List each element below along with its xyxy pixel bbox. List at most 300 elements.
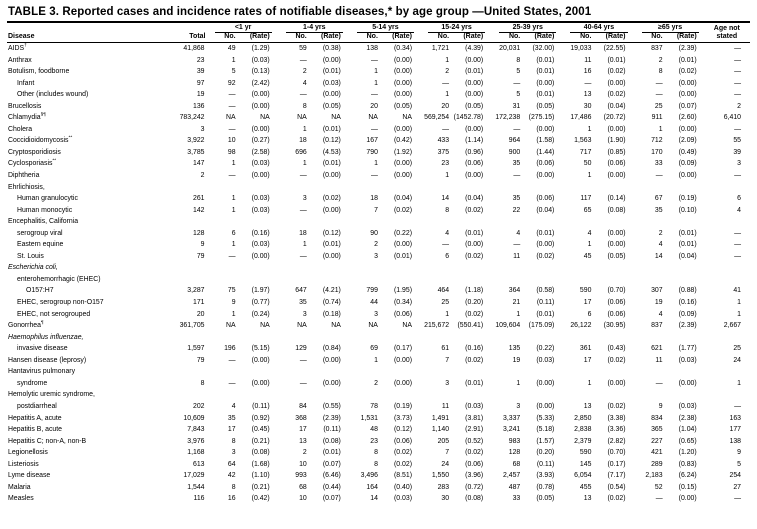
number-column-header: No.: [633, 33, 663, 43]
rate-cell: (0.03): [678, 402, 697, 410]
total-cell: 2: [200, 172, 205, 180]
age-group-header: [206, 24, 277, 33]
count-cell: 1: [231, 310, 236, 318]
rate-cell: (0.05): [393, 102, 412, 110]
rate-cell: (0.02): [393, 206, 412, 214]
rate-cell: (0.02): [465, 252, 484, 260]
age-not-stated-cell: —: [734, 56, 741, 64]
age-not-stated-cell: —: [734, 91, 741, 99]
rate-cell: (0.16): [251, 229, 270, 237]
rate-cell: (0.00): [393, 379, 412, 387]
rate-cell: NA: [331, 114, 341, 122]
rate-cell: (4.53): [322, 148, 341, 156]
count-cell: 5: [516, 91, 521, 99]
table-row: [7, 239, 750, 251]
disease-cell: postdiarrheal: [17, 402, 57, 410]
count-cell: 78: [370, 402, 378, 410]
age-not-stated-cell: [704, 182, 750, 194]
rate-cell: (0.74): [322, 299, 341, 307]
count-cell: 16: [583, 68, 592, 76]
rate-cell: (2.39): [678, 322, 697, 330]
count-cell: 25: [654, 102, 663, 110]
rate-cell: (0.11): [536, 460, 555, 468]
rate-cell: [307, 262, 348, 274]
table-header: [7, 24, 750, 43]
total-cell: 202: [193, 402, 205, 410]
count-cell: 68: [299, 483, 307, 491]
rate-cell: (0.08): [251, 449, 270, 457]
disease-cell: Cryptosporidiosis: [8, 148, 61, 156]
count-cell: 10: [299, 460, 307, 468]
count-cell: 69: [370, 345, 378, 353]
count-cell: 2,379: [574, 437, 592, 445]
rate-cell: (0.01): [536, 68, 555, 76]
count-cell: 23: [441, 160, 450, 168]
count-cell: —: [299, 206, 307, 214]
count-cell: 17: [583, 356, 592, 364]
count-cell: 18: [299, 137, 307, 145]
rate-cell: (0.01): [607, 56, 626, 64]
disease-cell: Anthrax: [8, 56, 32, 64]
rate-cell: (0.00): [322, 356, 341, 364]
age-group-label: <1 yr: [215, 24, 272, 33]
total-cell: 3,785: [187, 148, 205, 156]
count-cell: 59: [299, 45, 307, 52]
rate-cell: (0.42): [251, 495, 270, 503]
count-cell: [206, 182, 236, 194]
age-not-stated-cell: —: [734, 402, 741, 410]
count-cell: 1: [231, 241, 236, 249]
rate-cell: (0.03): [251, 241, 270, 249]
rate-cell: (0.00): [393, 68, 412, 76]
total-cell: 23: [196, 56, 205, 64]
count-cell: 4: [231, 402, 236, 410]
age-group-label: 15-24 yrs: [428, 24, 485, 33]
count-cell: [206, 332, 236, 344]
age-not-stated-cell: 2,667: [723, 322, 741, 330]
rate-cell: [449, 332, 490, 344]
count-cell: 375: [437, 148, 450, 156]
rate-cell: (1.77): [678, 345, 697, 353]
count-cell: [490, 182, 520, 194]
count-cell: 90: [370, 229, 378, 237]
table-row: [7, 332, 750, 344]
count-cell: 7: [445, 449, 450, 457]
count-cell: 35: [227, 414, 236, 422]
rate-cell: (0.00): [607, 241, 626, 249]
age-not-stated-cell: 55: [733, 137, 741, 145]
rate-cell: [663, 332, 704, 344]
rate-cell: [449, 216, 490, 228]
age-not-stated-cell: —: [734, 68, 741, 76]
count-cell: —: [442, 79, 450, 87]
total-cell: 361,705: [179, 322, 205, 330]
count-cell: 1: [445, 310, 450, 318]
rate-cell: (0.11): [536, 299, 555, 307]
rate-cell: (5.33): [536, 414, 555, 422]
rate-cell: (2.39): [678, 45, 697, 52]
total-cell: 3,976: [187, 437, 205, 445]
age-not-stated-cell: 27: [733, 483, 741, 491]
rate-cell: (0.19): [393, 402, 412, 410]
total-cell: 1,597: [187, 345, 205, 353]
total-cell: [159, 366, 205, 378]
age-not-stated-cell: 41: [733, 287, 741, 295]
total-cell: [159, 216, 205, 228]
count-cell: 647: [295, 287, 307, 295]
count-cell: 2: [658, 56, 663, 64]
footnote-marker: ¶: [40, 320, 44, 326]
rate-cell: (2.58): [251, 148, 270, 156]
count-cell: [419, 274, 449, 286]
count-cell: —: [655, 91, 663, 99]
count-cell: —: [371, 125, 378, 133]
count-cell: [348, 262, 378, 274]
rate-cell: (0.06): [393, 437, 412, 445]
rate-cell: (0.54): [607, 483, 626, 491]
count-cell: 9: [658, 402, 663, 410]
count-cell: 11: [441, 402, 450, 410]
rate-cell: (0.70): [607, 449, 626, 457]
age-not-stated-cell: 2: [737, 102, 741, 110]
number-column-header: No.: [348, 33, 378, 43]
rate-cell: (0.02): [678, 68, 697, 76]
rate-cell: (0.05): [536, 102, 555, 110]
disease-cell: Escherichia coli,: [8, 264, 58, 272]
count-cell: 17: [227, 426, 236, 434]
rate-column-header: (Rate): [520, 33, 561, 43]
count-cell: 167: [366, 137, 378, 145]
rate-cell: (0.00): [251, 252, 270, 260]
count-cell: —: [299, 356, 307, 364]
age-group-label: 40-64 yrs: [570, 24, 627, 33]
rate-cell: [378, 274, 419, 286]
rate-cell: (0.01): [678, 241, 697, 249]
rate-cell: [520, 262, 561, 274]
disease-cell: Lyme disease: [8, 472, 51, 480]
rate-cell: (0.04): [393, 195, 412, 203]
total-cell: 79: [196, 252, 205, 260]
table-row: [7, 78, 750, 90]
number-column-header: No.: [419, 33, 449, 43]
footnote-marker: **: [68, 136, 73, 142]
table-row: [7, 89, 750, 101]
rate-cell: [378, 389, 419, 401]
rate-cell: [663, 262, 704, 274]
count-cell: 13: [299, 437, 307, 445]
rate-cell: (0.00): [536, 172, 555, 180]
disease-cell: Hansen disease (leprosy): [8, 356, 87, 364]
rate-cell: (0.00): [251, 356, 270, 364]
disease-cell: Botulism, foodborne: [8, 68, 70, 76]
table-row: [7, 447, 750, 459]
total-cell: 1,168: [187, 449, 205, 457]
count-cell: [490, 274, 520, 286]
rate-cell: (3.36): [607, 426, 626, 434]
rate-cell: (0.02): [465, 449, 484, 457]
count-cell: 2,457: [502, 472, 521, 480]
count-cell: [277, 216, 307, 228]
age-not-stated-cell: —: [734, 172, 741, 180]
rate-cell: (0.06): [536, 195, 555, 203]
count-cell: 30: [583, 102, 592, 110]
rate-cell: (0.05): [322, 102, 341, 110]
age-not-stated-cell: 163: [729, 414, 741, 422]
count-cell: [277, 274, 307, 286]
rate-cell: (0.11): [252, 402, 270, 410]
table-row: [7, 401, 750, 413]
count-cell: [633, 262, 663, 274]
rate-cell: (0.07): [322, 495, 341, 503]
total-cell: 116: [193, 495, 205, 503]
count-cell: 8: [374, 449, 378, 457]
rate-cell: (2.82): [607, 437, 626, 445]
count-cell: 84: [299, 402, 307, 410]
count-cell: 1: [587, 379, 592, 387]
total-cell: 613: [193, 460, 205, 468]
count-cell: —: [513, 172, 521, 180]
rate-cell: (0.70): [607, 287, 626, 295]
count-cell: 135: [508, 345, 521, 353]
count-cell: 569,254: [424, 114, 450, 122]
rate-cell: (0.00): [465, 79, 484, 87]
count-cell: 7: [445, 356, 450, 364]
count-cell: 45: [583, 252, 592, 260]
table-row: [7, 158, 750, 170]
count-cell: 364: [508, 287, 521, 295]
rate-cell: (0.17): [607, 460, 626, 468]
count-cell: 8: [231, 483, 236, 491]
count-cell: 8: [231, 437, 236, 445]
count-cell: NA: [297, 322, 307, 330]
rate-cell: [591, 274, 632, 286]
age-not-stated-header-line2: stated: [704, 33, 750, 43]
rate-column-header: (Rate): [663, 33, 704, 43]
rate-cell: (0.02): [607, 68, 626, 76]
count-cell: 4: [587, 229, 592, 237]
rate-column-header: (Rate): [307, 33, 348, 43]
count-cell: —: [655, 79, 663, 87]
count-cell: NA: [225, 322, 236, 330]
age-not-stated-cell: 1: [737, 310, 741, 318]
rate-cell: (5.18): [536, 426, 555, 434]
count-cell: 145: [579, 460, 592, 468]
rate-cell: [591, 366, 632, 378]
rate-cell: (0.00): [678, 79, 697, 87]
rate-cell: (0.00): [678, 125, 697, 133]
count-cell: 35: [512, 195, 521, 203]
rate-cell: (0.01): [322, 241, 341, 249]
count-cell: [419, 389, 449, 401]
age-not-stated-cell: —: [734, 125, 741, 133]
table-row: [7, 193, 750, 205]
rate-cell: [520, 389, 561, 401]
age-not-stated-cell: [704, 366, 750, 378]
total-cell: 3: [200, 125, 205, 133]
count-cell: —: [584, 79, 592, 87]
rate-cell: (0.04): [678, 252, 697, 260]
rate-cell: (0.92): [251, 414, 270, 422]
rate-cell: (0.13): [251, 68, 270, 76]
number-column-header: No.: [277, 33, 307, 43]
disease-cell: Ehrlichiosis,: [8, 183, 45, 191]
count-cell: 1: [302, 160, 307, 168]
rate-cell: (0.03): [678, 356, 697, 364]
rate-cell: [663, 274, 704, 286]
rate-column-header: (Rate): [449, 33, 490, 43]
count-cell: 1: [231, 160, 236, 168]
count-cell: 3: [516, 402, 521, 410]
count-cell: [348, 366, 378, 378]
disease-cell: EHEC, serogroup non-O157: [17, 299, 104, 307]
table-row: [7, 355, 750, 367]
table-row: [7, 66, 750, 78]
count-cell: 164: [366, 483, 378, 491]
rate-cell: (0.49): [678, 148, 697, 156]
rate-cell: (0.00): [322, 252, 341, 260]
count-cell: 17: [583, 299, 592, 307]
count-cell: 109,604: [495, 322, 521, 330]
rate-cell: [520, 332, 561, 344]
count-cell: —: [228, 172, 236, 180]
count-cell: 215,672: [424, 322, 450, 330]
count-cell: —: [228, 252, 236, 260]
age-not-stated-cell: —: [734, 495, 741, 503]
rate-cell: (0.01): [536, 310, 555, 318]
count-cell: 33: [654, 160, 663, 168]
count-cell: [348, 274, 378, 286]
age-not-stated-cell: [704, 332, 750, 344]
rate-cell: (0.21): [251, 483, 270, 491]
count-cell: [348, 216, 378, 228]
rate-cell: (0.03): [251, 206, 270, 214]
rate-cell: (0.03): [251, 195, 270, 203]
count-cell: —: [655, 172, 663, 180]
rate-cell: (0.00): [393, 160, 412, 168]
count-cell: [277, 262, 307, 274]
count-cell: [561, 262, 591, 274]
count-cell: 117: [580, 195, 592, 203]
table-row: [7, 55, 750, 67]
rate-cell: (0.00): [251, 379, 270, 387]
rate-cell: (0.43): [607, 345, 626, 353]
rate-cell: [307, 366, 348, 378]
rate-cell: (0.00): [678, 172, 697, 180]
count-cell: 2: [302, 68, 307, 76]
rate-cell: (275.15): [528, 114, 555, 122]
age-not-stated-cell: —: [734, 229, 741, 237]
count-cell: 289: [651, 460, 663, 468]
count-cell: 1,563: [574, 137, 592, 145]
rate-cell: (0.34): [393, 45, 412, 52]
rate-column-header: (Rate): [591, 33, 632, 43]
rate-cell: (0.00): [393, 91, 412, 99]
rate-cell: (0.03): [465, 402, 484, 410]
disease-cell: Haemophilus influenzae,: [8, 333, 84, 341]
age-not-stated-cell: 25: [733, 345, 741, 353]
age-group-header: [277, 24, 348, 33]
total-cell: 3,287: [187, 287, 205, 295]
rate-cell: (0.15): [678, 483, 697, 491]
disease-header-spacer: [7, 24, 159, 33]
rate-cell: (0.05): [465, 102, 484, 110]
rate-cell: (0.02): [393, 460, 412, 468]
rate-cell: (0.09): [678, 160, 697, 168]
total-cell: [159, 274, 205, 286]
rate-cell: (0.01): [465, 68, 484, 76]
rate-cell: [449, 262, 490, 274]
count-cell: 1: [587, 125, 592, 133]
count-cell: 49: [227, 45, 236, 52]
count-cell: 65: [583, 206, 592, 214]
rate-cell: (0.06): [607, 310, 626, 318]
count-cell: 3,496: [360, 472, 378, 480]
rate-cell: (0.04): [465, 195, 484, 203]
rate-cell: [591, 182, 632, 194]
total-cell: 261: [193, 195, 205, 203]
count-cell: 205: [437, 437, 450, 445]
count-cell: 23: [370, 437, 378, 445]
count-cell: [561, 182, 591, 194]
total-cell: 39: [196, 68, 205, 76]
count-cell: 2: [445, 68, 450, 76]
number-column-header: No.: [206, 33, 236, 43]
count-cell: 138: [366, 45, 378, 52]
count-cell: —: [299, 252, 307, 260]
count-cell: 10: [227, 137, 236, 145]
count-cell: [490, 389, 520, 401]
count-cell: 16: [227, 495, 236, 503]
rate-cell: (0.00): [465, 125, 484, 133]
count-cell: 590: [579, 449, 592, 457]
count-cell: 6: [231, 229, 236, 237]
age-group-label: 25-39 yrs: [499, 24, 556, 33]
rate-cell: (1.14): [465, 137, 484, 145]
table-row: [7, 378, 750, 390]
rate-cell: [307, 332, 348, 344]
age-not-stated-cell: —: [734, 241, 741, 249]
count-cell: 22: [512, 206, 521, 214]
count-cell: 19: [654, 299, 663, 307]
count-cell: 1,491: [431, 414, 450, 422]
rate-cell: (0.40): [393, 483, 412, 491]
table-row: [7, 459, 750, 471]
rate-column-header: (Rate): [378, 33, 419, 43]
count-cell: 621: [651, 345, 663, 353]
count-cell: 2,183: [645, 472, 663, 480]
count-cell: 67: [654, 195, 663, 203]
count-cell: —: [513, 79, 521, 87]
count-cell: 3: [374, 252, 378, 260]
rate-cell: (0.12): [393, 426, 412, 434]
rate-cell: (0.18): [322, 310, 341, 318]
rate-cell: (0.20): [465, 299, 484, 307]
rate-cell: (0.88): [678, 287, 697, 295]
total-cell: 142: [193, 206, 205, 214]
count-cell: 35: [512, 160, 521, 168]
rate-cell: (0.00): [536, 402, 555, 410]
count-cell: 11: [513, 252, 521, 260]
count-cell: 1,721: [431, 45, 450, 52]
rate-cell: (0.00): [393, 56, 412, 64]
count-cell: 18: [370, 195, 378, 203]
count-cell: —: [655, 379, 663, 387]
age-not-stated-cell: 4: [737, 206, 741, 214]
rate-cell: (1.92): [393, 148, 412, 156]
count-cell: 21: [512, 299, 521, 307]
count-cell: 4: [445, 229, 450, 237]
rate-cell: (0.00): [251, 125, 270, 133]
